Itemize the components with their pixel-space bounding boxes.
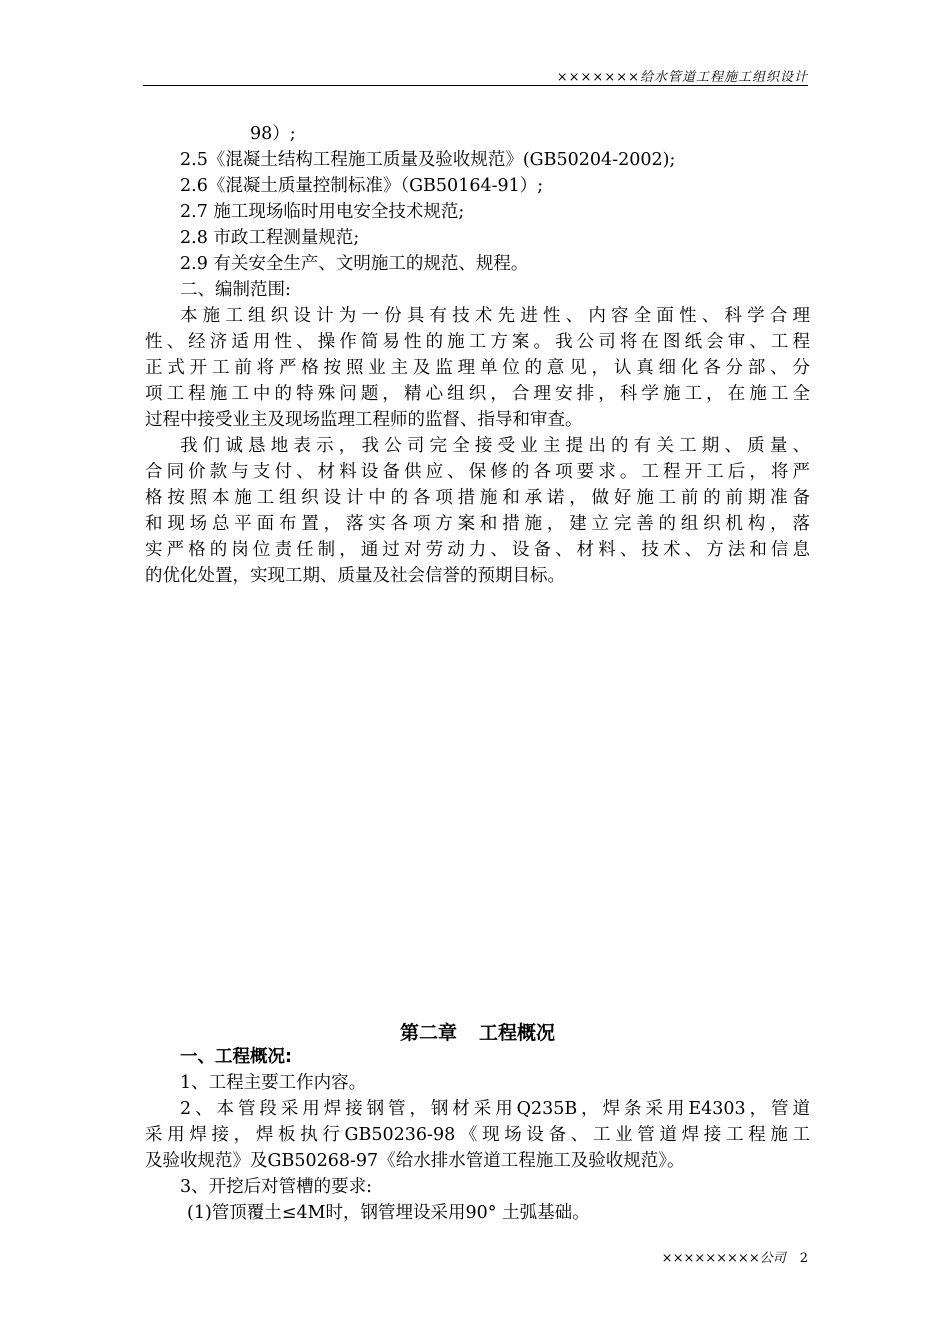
reference-item: 2.5《混凝土结构工程施工质量及验收规范》(GB50204-2002); [180,150,676,170]
reference-item: 2.7 施工现场临时用电安全技术规范; [180,202,465,222]
chapter-number: 第二章 [399,1022,457,1044]
document-body-chapter [145,1044,810,1226]
reference-item: 2.6《混凝土质量控制标准》（GB50164-91）; [180,176,544,196]
overview-item: 1、工程主要工作内容。 [180,1073,367,1093]
paragraph-line: 正式开工前将严格按照业主及监理单位的意见，认真细化各分部、分 [145,358,810,378]
scope-heading: 二、编制范围: [180,280,291,300]
chapter-title [145,1018,810,1045]
document-body-top [145,121,810,589]
paragraph-line: 实严格的岗位责任制，通过对劳动力、设备、材料、技术、方法和信息 [145,540,810,560]
reference-item: 2.8 市政工程测量规范; [180,228,360,248]
scope-paragraph-1 [145,303,810,433]
paragraph-line: 和现场总平面布置，落实各项方案和措施，建立完善的组织机构，落 [145,514,810,534]
chapter-name: 工程概况 [479,1022,556,1044]
scope-paragraph-2 [145,433,810,589]
reference-line: 98）; [250,124,296,144]
overview-item: 3、开挖后对管槽的要求: [180,1177,373,1197]
paragraph-line: 过程中接受业主及现场监理工程师的监督、指导和审查。 [145,410,583,430]
page-footer [560,1247,808,1266]
reference-item: 2.9 有关安全生产、文明施工的规范、规程。 [180,254,529,274]
paragraph-line: 性、经济适用性、操作简易性的施工方案。我公司将在图纸会审、工程 [145,332,810,352]
paragraph-line: 合同价款与支付、材料设备供应、保修的各项要求。工程开工后，将严 [145,462,810,482]
paragraph-line: 2、本管段采用焊接钢管，钢材采用Q235B，焊条采用E4303，管道 [180,1099,810,1119]
header-rule [143,85,808,86]
paragraph-line: 我们诚恳地表示，我公司完全接受业主提出的有关工期、质量、 [180,436,810,456]
overview-item-2 [145,1096,810,1174]
page-number: 2 [799,1251,808,1266]
paragraph-line: 格按照本施工组织设计中的各项措施和承诺，做好施工前的前期准备 [145,488,810,508]
paragraph-line: 的优化处置，实现工期、质量及社会信誉的预期目标。 [145,566,565,586]
page-header: ×××××××给水管道工程施工组织设计 [556,70,808,85]
overview-subitem: (1)管顶覆土≤4M时，钢管埋设采用90° 土弧基础。 [187,1203,590,1223]
paragraph-line: 采用焊接，焊板执行GB50236-98《现场设备、工业管道焊接工程施工 [145,1125,810,1145]
paragraph-line: 及验收规范》及GB50268-97《给水排水管道工程施工及验收规范》。 [145,1151,685,1171]
section-heading: 一、工程概况: [180,1047,292,1067]
footer-company: ×××××××××公司 [661,1251,786,1266]
paragraph-line: 本施工组织设计为一份具有技术先进性、内容全面性、科学合理 [180,306,810,326]
paragraph-line: 项工程施工中的特殊问题，精心组织，合理安排，科学施工，在施工全 [145,384,810,404]
